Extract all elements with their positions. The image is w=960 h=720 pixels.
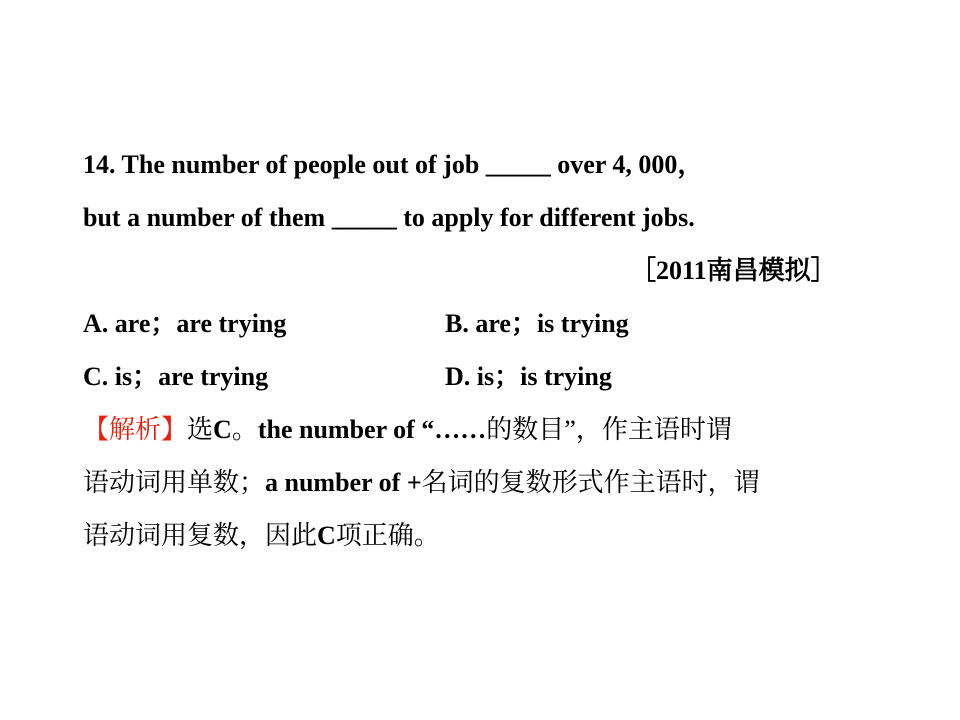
options-row-1 [83,309,863,339]
analysis-tag: 【解析】 [83,415,188,444]
analysis-text: a number of + [265,468,422,497]
analysis-text: 语动词用单数； [83,468,266,497]
analysis-text: 名词的复数形式作主语时，谓 [421,468,760,497]
analysis-text: C [213,415,232,444]
question-source: ［2011南昌模拟］ [630,256,837,285]
question-line-2: but a number of them _____ to apply for different jobs. [83,203,695,232]
analysis-line-1 [83,415,732,445]
analysis-text: the number of “…… [257,415,487,444]
analysis-text: 选 [187,415,214,444]
analysis-text: 。 [231,415,258,444]
analysis-text: 项正确。 [335,521,440,550]
options-row-2 [83,362,863,392]
analysis-line-3 [83,521,440,551]
question-line-1: 14. The number of people out of job _____ over 4, 000， [83,150,704,179]
option-b: B. are；is trying [445,309,629,338]
analysis-text: C [317,521,336,550]
analysis-text: 的数目”，作主语时谓 [486,415,732,444]
option-c: C. is；are trying [83,362,269,391]
analysis-line-2 [83,468,760,498]
option-d: D. is；is trying [445,362,612,391]
analysis-text: 语动词用复数，因此 [83,521,318,550]
option-a: A. are；are trying [83,309,287,338]
